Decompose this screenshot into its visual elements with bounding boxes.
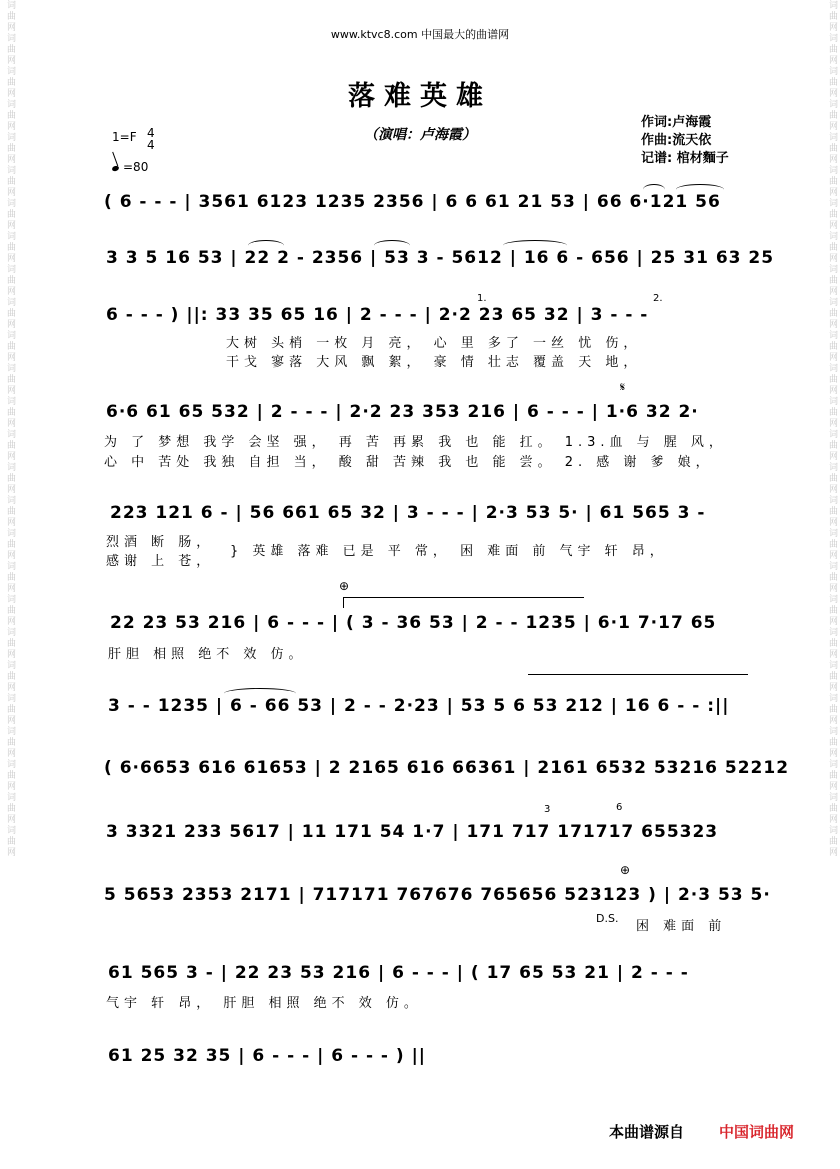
score-row-7 [98,696,753,726]
score-row-2 [98,248,775,278]
lyric-verse-1: 烈酒 断 肠， [106,535,215,550]
volta-2-label: 2. [653,293,663,304]
sextuplet-marker: 6 [616,802,623,813]
score-row-9 [98,802,753,852]
ds-marking: D.S. [596,912,619,925]
site-header: www.ktvc8.com 中国最大的曲谱网 [330,28,510,41]
lyric-verse-2: 干戈 寥落 大风 飘 絮， 豪 情 壮志 覆盖 天 地， [226,355,642,370]
notes-row-3: 6 - - - ) ||: 33 35 65 16 | 2 - - - | 2·2 23 65 32 | 3 - - - [106,305,649,325]
left-watermark: 词曲网词曲网词曲网词曲网词曲网词曲网词曲网词曲网词曲网词曲网词曲网词曲网词曲网词曲网词曲网词曲网词曲网词曲网词曲网词曲网词曲网词曲网词曲网词曲网词曲网词曲网 [5,0,15,858]
key-signature [112,126,155,152]
notes-row-1: ( 6 - - - | 3561 6123 1235 2356 | 6 6 61 21 53 | 66 6·121 56 [104,192,721,212]
segno-icon: 𝄋 [620,380,626,394]
lyric-chorus: } 英雄 落难 已是 平 常， 困 难面 前 气宇 轩 昂， [230,544,668,559]
lyric-chorus: 困 难面 前 [636,919,727,934]
score-row-3 [98,293,753,370]
slur [643,184,665,195]
lyric-verse-2: 感谢 上 苍， [106,554,215,569]
score-row-4 [98,380,753,470]
notes-row-6: 22 23 53 216 | 6 - - - | ( 3 - 36 53 | 2 - - 1235 | 6·1 7·17 65 [110,613,717,633]
credits [641,114,729,168]
score-row-12 [98,1046,753,1076]
notes-row-11: 61 565 3 - | 22 23 53 216 | 6 - - - | ( 17 65 53 21 | 2 - - - [108,963,689,983]
score-row-6 [98,579,753,662]
volta-bracket [528,674,748,685]
tempo-value: =80 [123,160,149,174]
lyric-verse-1: 为 了 梦想 我学 会坚 强， 再 苦 再累 我 也 能 扛。 1.3.血 与 腥 风， [104,435,727,450]
composer-credit: 作曲:流天依 [641,133,712,148]
lyric-ending: 气宇 轩 昂， 肝胆 相照 绝不 效 仿。 [106,996,422,1011]
source-site-link[interactable]: 中国词曲网 [719,1123,795,1141]
slur [503,240,567,251]
notes-row-4: 6·6 61 65 532 | 2 - - - | 2·2 23 353 216 | 6 - - - | 1·6 32 2· [106,402,699,422]
lyric-verse-1: 大树 头梢 一枚 月 亮， 心 里 多了 一丝 忧 伤， [226,336,642,351]
notes-row-5: 223 121 6 - | 56 661 65 32 | 3 - - - | 2·3 53 5· | 61 565 3 - [110,503,706,523]
song-title: 落难英雄 [348,81,492,112]
notes-row-2: 3 3 5 16 53 | 22 2 - 2356 | 53 3 - 5612 | 16 6 - 656 | 25 31 63 25 [106,248,775,268]
source-label: 本曲谱源自 [609,1123,685,1141]
lyricist-credit: 作词:卢海霞 [641,115,712,130]
notes-row-7: 3 - - 1235 | 6 - 66 53 | 2 - - 2·23 | 53 5 6 53 212 | 16 6 - - :|| [108,696,730,716]
notes-row-12: 61 25 32 35 | 6 - - - | 6 - - - ) || [108,1046,427,1066]
notes-row-10: 5 5653 2353 2171 | 717171 767676 765656 523123 ) | 2·3 53 5· [104,885,771,905]
score-row-1 [98,192,753,222]
volta-1-label: 1. [477,293,487,304]
meter-bottom: 4 [147,138,155,152]
slur [374,240,410,251]
score-row-11 [98,963,753,1011]
notes-row-9: 3 3321 233 5617 | 11 171 54 1·7 | 171 717 171717 655323 [106,822,719,842]
score-row-5 [98,503,753,569]
coda-icon: ⊕ [339,579,350,593]
lyric-chorus: 肝胆 相照 绝不 效 仿。 [108,647,307,662]
right-watermark: 词曲网词曲网词曲网词曲网词曲网词曲网词曲网词曲网词曲网词曲网词曲网词曲网词曲网词曲网词曲网词曲网词曲网词曲网词曲网词曲网词曲网词曲网词曲网词曲网词曲网词曲网 [827,0,837,858]
score-row-8 [98,758,790,788]
notes-row-8: ( 6·6653 616 61653 | 2 2165 616 66361 | 2161 6532 53216 52212 [104,758,790,778]
slur [224,688,296,699]
tempo-marking [112,160,148,174]
volta-bracket [343,597,584,608]
lyric-verse-2: 心 中 苦处 我独 自担 当， 酸 甜 苦辣 我 也 能 尝。 2. 感 谢 爹 娘， [104,455,714,470]
meter-top: 4 [147,126,155,140]
song-subtitle: （演唱：卢海霞） [364,127,476,143]
time-signature [147,127,155,151]
triplet-marker: 3 [544,804,551,815]
transcriber-credit: 记谱: 棺材麵子 [641,151,729,166]
key-label: 1=F [112,130,137,144]
quarter-note-icon [111,165,119,172]
score-row-10 [98,863,771,934]
slur [676,184,724,195]
slur [248,240,284,251]
coda-icon: ⊕ [620,863,631,877]
